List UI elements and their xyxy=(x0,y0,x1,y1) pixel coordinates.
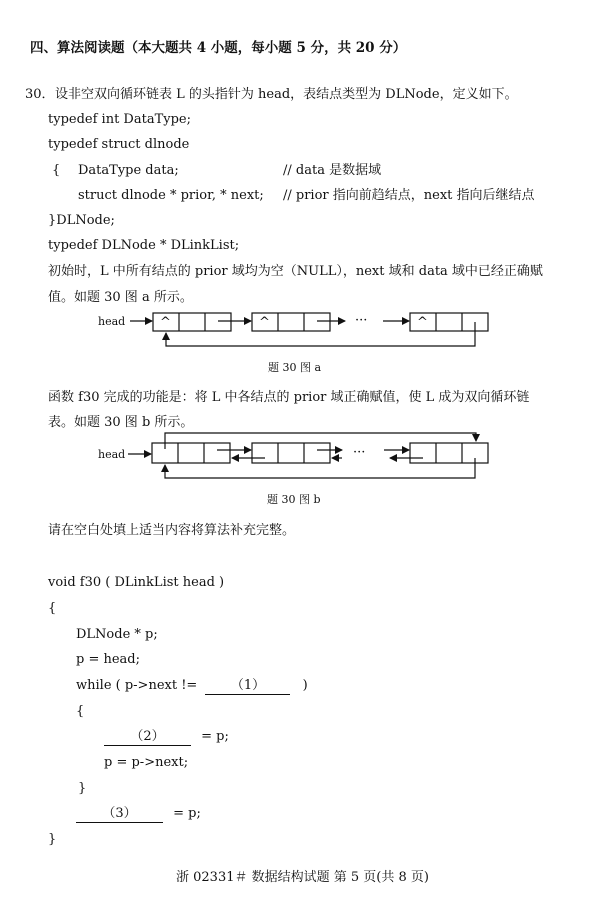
fig-a-null-2: ^ xyxy=(259,315,270,330)
code-comment-data: // data 是数据域 xyxy=(283,163,382,178)
algo-blank3-suffix: = p; xyxy=(173,806,201,821)
fig-b-next-loop xyxy=(165,458,475,478)
algo-open-brace: { xyxy=(48,601,57,616)
algo-close-brace: } xyxy=(48,832,57,847)
fig-b-head-label: head xyxy=(98,448,126,461)
algo-signature: void f30 ( DLinkList head ) xyxy=(48,575,225,590)
algo-inner-close: } xyxy=(78,781,87,796)
blank-3[interactable]: （3） xyxy=(76,806,163,823)
code-field-pointers: struct dlnode * prior, * next; xyxy=(78,188,264,203)
code-typedef-pointer: typedef DLNode * DLinkList; xyxy=(48,238,240,253)
para1-line2: 值。如题 30 图 a 所示。 xyxy=(48,290,193,305)
para2-line2: 表。如题 30 图 b 所示。 xyxy=(48,415,194,430)
fig-b-prior-loop xyxy=(165,433,476,449)
section-title: 四、算法阅读题（本大题共 4 小题，每小题 5 分，共 20 分） xyxy=(30,40,407,56)
fig-b-caption: 题 30 图 b xyxy=(267,493,321,506)
code-typedef-struct: typedef struct dlnode xyxy=(48,137,190,152)
algo-while xyxy=(76,678,308,695)
blank-1[interactable]: （1） xyxy=(205,678,290,695)
algo-blank2-line xyxy=(104,729,229,746)
page-footer: 浙 02331＃ 数据结构试题 第 5 页(共 8 页) xyxy=(176,870,429,885)
fig-b-ellipsis: ··· xyxy=(353,445,366,460)
code-comment-pointers: // prior 指向前趋结点，next 指向后继结点 xyxy=(283,188,535,203)
blank-2[interactable]: （2） xyxy=(104,729,191,746)
algo-inner-open: { xyxy=(76,704,85,719)
algo-blank2-suffix: = p; xyxy=(201,729,229,744)
instruction: 请在空白处填上适当内容将算法补充完整。 xyxy=(48,523,296,538)
algo-advance: p = p->next; xyxy=(104,755,189,770)
fig-a-caption: 题 30 图 a xyxy=(268,361,322,374)
fig-b-node-last xyxy=(410,443,488,463)
fig-a-head-label: head xyxy=(98,315,126,328)
fig-b-node-1 xyxy=(152,443,230,463)
fig-a-ellipsis: ··· xyxy=(355,313,368,328)
fig-a-null-3: ^ xyxy=(417,315,428,330)
para1-line1: 初始时，L 中所有结点的 prior 域均为空（NULL），next 域和 data 域中已经正确赋 xyxy=(48,264,543,279)
question-number: 30． xyxy=(25,87,55,102)
code-close-struct: }DLNode; xyxy=(48,213,115,228)
fig-b-node-2 xyxy=(252,443,330,463)
algo-decl: DLNode * p; xyxy=(76,627,158,642)
code-open-brace: { xyxy=(52,163,61,178)
code-typedef-int: typedef int DataType; xyxy=(48,112,191,127)
algo-while-suffix: ) xyxy=(302,678,308,693)
algo-blank3-line xyxy=(76,806,201,823)
para2-line1: 函数 f30 完成的功能是：将 L 中各结点的 prior 域正确赋值，使 L 成为双向循环链 xyxy=(48,390,530,405)
fig-a-null-1: ^ xyxy=(160,315,171,330)
question-intro: 设非空双向循环链表 L 的头指针为 head，表结点类型为 DLNode，定义如下。 xyxy=(55,87,518,102)
algo-assign: p = head; xyxy=(76,652,140,667)
algo-while-prefix: while ( p->next != xyxy=(76,678,198,693)
code-field-data: DataType data; xyxy=(78,163,179,178)
